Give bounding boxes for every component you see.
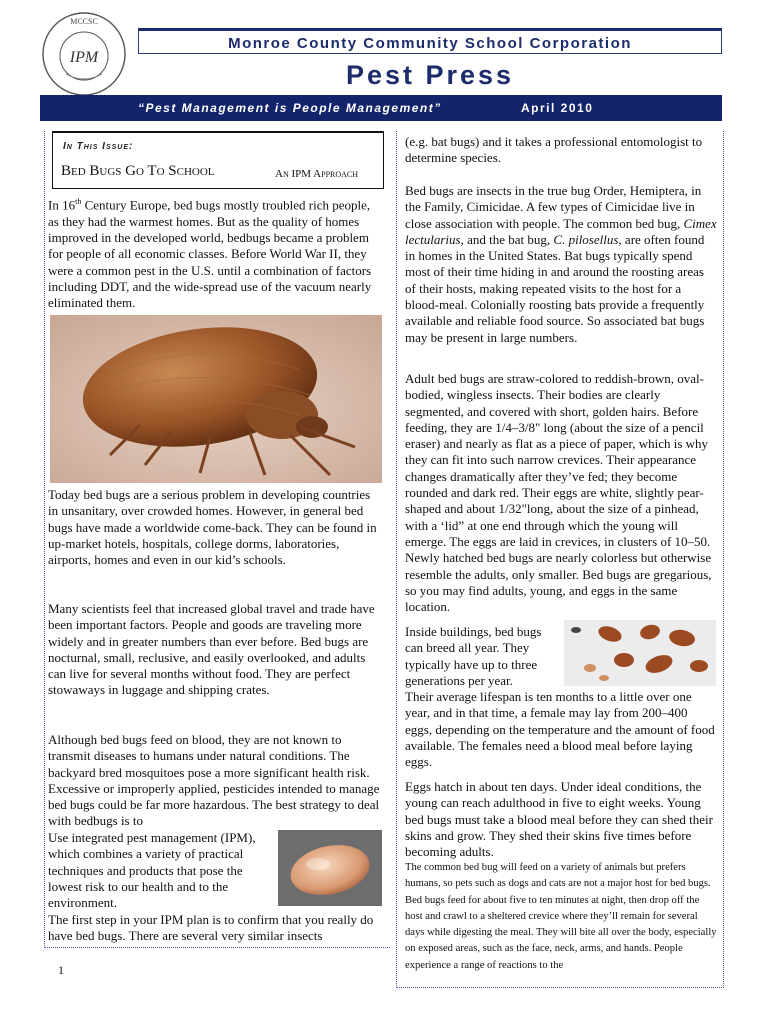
paragraph-first-step: The first step in your IPM plan is to confirm that you really do have bed bugs. There are several very similar insects (48, 912, 374, 944)
paragraph-development: Eggs hatch in about ten days. Under ideal conditions, the young can reach adulthood in five to eight weeks. Young bed bugs must take a blood meal before they can shed their skins and grow. They shed their skins five times before becoming adults. (405, 779, 713, 860)
newsletter-title: Pest Press (345, 60, 515, 90)
paragraph-travel: Many scientists feel that increased global travel and trade have been important factors. People and goods are traveling more widely and in greater numbers than ever before. Bed bugs are nocturnal, small, reclusive, and easily overlooked, and adults can live for several months without food. They are perfect stowaways in luggage and shipping crates. (48, 601, 375, 698)
organization-name: Monroe County Community School Corporation (138, 28, 722, 54)
svg-text:IPM: IPM (69, 49, 99, 66)
paragraph-feeding: The common bed bug will feed on a variety of animals but prefers humans, so pets such as dogs and cats are not a major host for bed bugs. Bed bugs feed for about five to ten minutes at night, then drop off the host and crawl to a sheltered crevice where they’ll remain for several days while digesting the meal. They will bite all over the body, especially on exposed areas, such as the face, neck, arms, and hands. People experience a range of reactions to the (405, 862, 717, 971)
paragraph-appearance: Adult bed bugs are straw-colored to reddish-brown, oval-bodied, wingless insects. Their bodies are clearly segmented, and covered with short, golden hairs. Before feeding, they are 1/4–3/8" long (about the size of a pencil eraser) and nearly as flat as a piece of paper, which is why they can fit into such narrow crevices. Their appearance changes dramatically after they’ve fed; they become rounded and dark red. Their eggs are white, slightly pear-shaped and about 1/32"long, about the size of a pinhead, with a ‘lid” at one end through which the young will emerge. The eggs are laid in crevices, in clusters of 10–50. Newly hatched bed bugs are nearly colorless but otherwise resemble the adults, only smaller. Bed bugs are gregarious, so you may find adults, young, and eggs in the same location. (405, 371, 712, 615)
paragraph-lifespan: Their average lifespan is ten months to a little over one year, and in that time, a female may lay from 200–400 eggs, depending on the temperature and the amount of food available. The females need a blood meal before laying eggs. (405, 689, 715, 770)
bed-bug-photo (50, 315, 382, 483)
paragraph-taxonomy: Bed bugs are insects in the true bug Order, Hemiptera, in the Family, Cimicidae. A few types of Cimicidae live in close association with people. The common bed bug, Cimex lectularius, and the bat bug, C. pilosellus, are often found in homes in the United States. Bat bugs typically spend most of their time hiding in and around the roosting areas of their hosts, making repeated visits to the host for a blood-meal. Colonially roosting bats provide a frequently available and reliable food source. So associated bat bugs may be present in large numbers. (405, 183, 717, 345)
bed-bug-nymph-photo (278, 830, 382, 906)
paragraph-resurgence: Today bed bugs are a serious problem in developing countries in unsanitary, over crowded homes. However, in general bed bugs have made a worldwide come-back. They can be found in up-market hotels, hospitals, college dorms, laboratories, airports, homes and even in our kid’s schools. (48, 487, 377, 568)
header-banner (40, 95, 722, 121)
paragraph-history: In 16th Century Europe, bed bugs mostly troubled rich people, as they had the warmest homes. But as the quality of homes improved in the developed world, bedbugs became a problem for people of all economic classes. Before World War II, they were a common pest in the U.S. until a combination of factors including DDT, and the wide-spread use of the vacuum nearly eliminated them. (48, 197, 372, 311)
in-this-issue-label: In This Issue: (63, 141, 134, 152)
svg-text:MCCSC: MCCSC (70, 17, 98, 26)
mccsc-logo (40, 10, 128, 98)
issue-item-bed-bugs[interactable]: Bed Bugs Go To School (61, 163, 215, 179)
in-this-issue-box (52, 131, 384, 189)
paragraph-breeding: Inside buildings, bed bugs can breed all year. They typically have up to three generations per year. (405, 624, 542, 688)
paragraph-bat-bugs-note: (e.g. bat bugs) and it takes a professional entomologist to determine species. (405, 134, 703, 166)
paragraph-health-risk: Although bed bugs feed on blood, they are not known to transmit diseases to humans under natural conditions. The backyard bred mosquitoes pose a more significant health risk. Excessive or improperly applied, pesticides intended to manage bed bugs could be far more hazardous. The best strategy to deal with bedbugs is to (48, 732, 380, 829)
issue-item-ipm[interactable]: An IPM Approach (275, 168, 359, 180)
newsletter-motto: “Pest Management is People Management” (138, 101, 442, 115)
bed-bugs-group-photo (564, 620, 716, 686)
issue-date: April 2010 (521, 101, 594, 115)
page-number: 1 (58, 963, 64, 977)
paragraph-ipm: Use integrated pest management (IPM), which combines a variety of practical techniques and products that pose the lowest risk to our health and to the environment. (48, 830, 256, 911)
